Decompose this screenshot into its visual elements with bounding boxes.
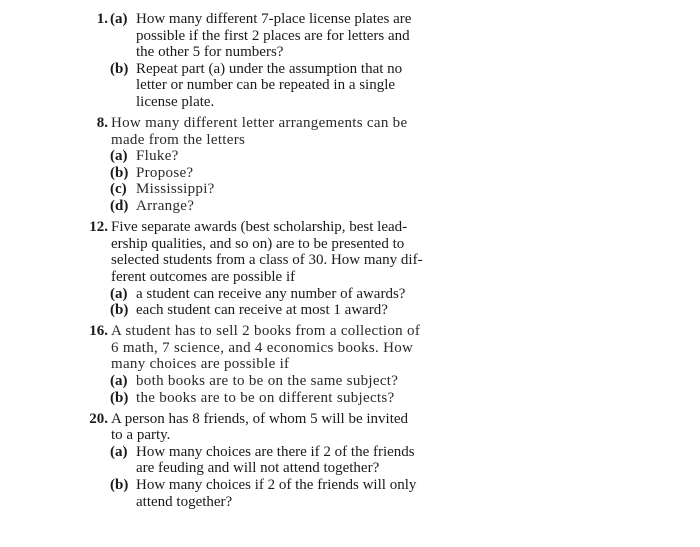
part-label: (b)	[110, 389, 129, 406]
problem-text: A student has to sell 2 books from a collection of	[111, 323, 421, 340]
part-text: a student can receive any number of awards?	[136, 285, 406, 302]
part-label: (a)	[110, 372, 128, 389]
text-line	[86, 181, 431, 198]
text-line	[86, 356, 431, 373]
text-line	[86, 115, 431, 132]
problem-number: 12.	[89, 219, 108, 236]
part-label: (b)	[110, 477, 129, 494]
text-line	[86, 132, 431, 149]
problem-text: selected students from a class of 30. How many dif-	[111, 252, 423, 269]
text-line	[86, 427, 431, 444]
text-line	[86, 252, 431, 269]
part-label: (a)	[110, 285, 128, 302]
part-text: Fluke?	[136, 148, 179, 165]
text-line	[86, 269, 431, 286]
problem-text: Five separate awards (best scholarship, best lead-	[111, 219, 408, 236]
part-label: (a)	[110, 11, 128, 27]
problem-text: 6 math, 7 science, and 4 economics books. How	[111, 339, 414, 356]
text-line	[86, 494, 431, 511]
text-line	[86, 373, 431, 390]
text-line	[86, 236, 431, 253]
part-label: (b)	[110, 164, 129, 181]
part-label: (c)	[110, 181, 127, 198]
text-line	[86, 340, 431, 357]
part-text: How many different 7-place license plates are	[136, 11, 412, 27]
part-text: attend together?	[136, 493, 233, 510]
problem-text: many choices are possible if	[111, 356, 290, 373]
part-text: How many choices are there if 2 of the friends	[136, 443, 415, 460]
part-label: (b)	[110, 60, 129, 77]
text-line	[86, 460, 431, 477]
problem-text: A person has 8 friends, of whom 5 will be invited	[111, 410, 409, 427]
text-line	[86, 165, 431, 182]
text-line	[86, 61, 431, 78]
problem-text: How many different letter arrangements can be	[111, 115, 408, 132]
part-text: How many choices if 2 of the friends will only	[136, 477, 417, 494]
part-text: license plate.	[136, 93, 215, 110]
text-line	[86, 11, 431, 28]
text-line	[86, 77, 431, 94]
text-line	[86, 323, 431, 340]
text-line	[86, 390, 431, 407]
problem-number: 20.	[89, 410, 108, 427]
part-text: Repeat part (a) under the assumption that no	[136, 60, 403, 77]
problem-1	[86, 11, 431, 111]
problem-number: 1.	[96, 11, 108, 27]
problem-8	[86, 115, 431, 215]
problem-text: ferent outcomes are possible if	[111, 268, 296, 285]
part-text: the other 5 for numbers?	[136, 44, 284, 61]
text-line	[86, 411, 431, 428]
problem-set	[86, 11, 431, 515]
part-text: Arrange?	[136, 198, 195, 215]
problem-text: made from the letters	[111, 131, 246, 148]
problem-number: 16.	[89, 323, 108, 340]
part-label: (a)	[110, 443, 128, 460]
part-text: Mississippi?	[136, 181, 215, 198]
part-text: letter or number can be repeated in a single	[136, 77, 396, 94]
text-line	[86, 477, 431, 494]
part-text: possible if the first 2 places are for letters and	[136, 27, 410, 44]
problem-12	[86, 219, 431, 319]
part-text: each student can receive at most 1 award?	[136, 302, 388, 319]
part-text: are feuding and will not attend together?	[136, 460, 380, 477]
text-line	[86, 148, 431, 165]
text-line	[86, 28, 431, 45]
problem-20	[86, 411, 431, 511]
part-label: (d)	[110, 198, 129, 215]
text-line	[86, 44, 431, 61]
text-line	[86, 286, 431, 303]
text-line	[86, 444, 431, 461]
problem-text: ership qualities, and so on) are to be presented to	[111, 235, 405, 252]
part-text: the books are to be on different subjects?	[136, 389, 395, 406]
problem-16	[86, 323, 431, 406]
text-line	[86, 302, 431, 319]
part-label: (b)	[110, 302, 129, 319]
problem-text: to a party.	[111, 427, 171, 444]
part-text: both books are to be on the same subject?	[136, 372, 399, 389]
part-label: (a)	[110, 148, 128, 165]
problem-number: 8.	[96, 115, 108, 132]
text-line	[86, 219, 431, 236]
text-line	[86, 94, 431, 111]
text-line	[86, 198, 431, 215]
part-text: Propose?	[136, 164, 194, 181]
